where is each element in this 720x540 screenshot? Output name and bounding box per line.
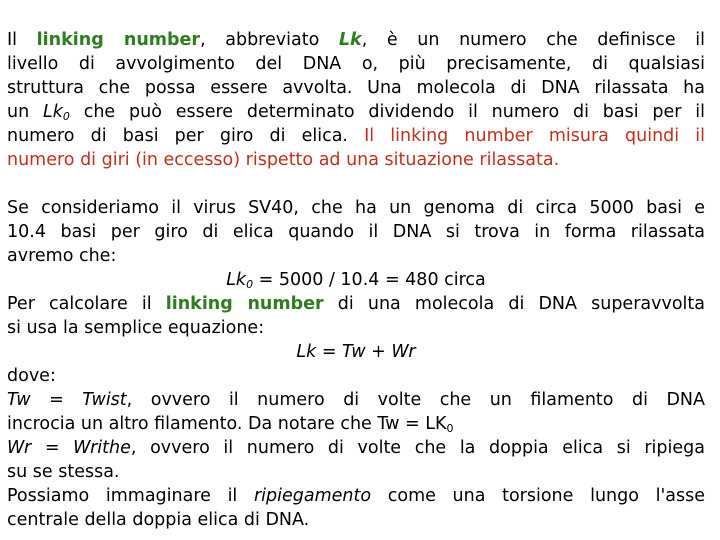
text-run: Il bbox=[7, 30, 37, 50]
term-lk0 bbox=[43, 102, 70, 122]
text-line bbox=[7, 124, 705, 148]
text-run: come una torsione lungo l'asse bbox=[371, 486, 705, 506]
text-line: su se stessa. bbox=[7, 462, 120, 482]
text-run: Per calcolare il bbox=[7, 294, 166, 314]
equation-lk: Lk = Tw + Wr bbox=[296, 342, 416, 362]
text-line: avremo che: bbox=[7, 246, 117, 266]
subscript: 0 bbox=[62, 110, 70, 123]
text-line: 10.4 basi per giro di elica quando il DNA si trova in forma rilassata bbox=[7, 222, 705, 242]
text-line bbox=[7, 100, 705, 124]
term-ripiegamento: ripiegamento bbox=[253, 486, 372, 506]
text-run: , è un numero che definisce il bbox=[361, 30, 706, 50]
text-line: livello di avvolgimento del DNA o, più precisamente, di qualsiasi bbox=[7, 54, 705, 74]
text-line bbox=[7, 292, 705, 316]
term-writhe: Wr = Writhe bbox=[7, 438, 131, 458]
term-twist: Tw = Twist bbox=[7, 390, 127, 410]
text-line bbox=[7, 388, 705, 412]
text-line bbox=[7, 484, 705, 508]
highlight-red-text: Il linking number misura quindi il bbox=[364, 126, 705, 146]
text-run: , ovvero il numero di volte che un filamento di DNA bbox=[126, 390, 705, 410]
text-line: struttura che possa essere avvolta. Una molecola di DNA rilassata ha bbox=[7, 78, 705, 98]
subscript: 0 bbox=[246, 278, 254, 291]
term-lk0-base: Lk bbox=[226, 270, 247, 290]
text-run: numero di basi per giro di elica. bbox=[7, 126, 365, 146]
equation-lk0 bbox=[7, 268, 705, 292]
paragraph-example bbox=[7, 196, 705, 532]
text-run: un bbox=[7, 102, 43, 122]
text-line bbox=[7, 28, 705, 52]
text-line bbox=[7, 412, 705, 436]
text-line bbox=[7, 436, 705, 460]
text-line: centrale della doppia elica di DNA. bbox=[7, 510, 310, 530]
text-line: si usa la semplice equazione: bbox=[7, 318, 265, 338]
text-run: che può essere determinato dividendo il numero di basi per il bbox=[69, 102, 706, 122]
term-linking-number: linking number bbox=[165, 294, 324, 314]
subscript: 0 bbox=[446, 422, 454, 435]
term-linking-number: linking number bbox=[36, 30, 201, 50]
term-lk: Lk bbox=[338, 30, 362, 50]
text-run: , ovvero il numero di volte che la doppia elica si ripiega bbox=[130, 438, 705, 458]
text-line: Se consideriamo il virus SV40, che ha un genoma di circa 5000 basi e bbox=[7, 198, 705, 218]
text-run: Possiamo immaginare il bbox=[7, 486, 254, 506]
equation-rest: = 5000 / 10.4 = 480 circa bbox=[253, 270, 486, 290]
text-line: dove: bbox=[7, 366, 56, 386]
term-lk0 bbox=[226, 270, 253, 290]
text-run: , abbreviato bbox=[200, 30, 339, 50]
text-run: incrocia un altro filamento. Da notare che Tw = LK bbox=[7, 414, 447, 434]
highlight-red-line: numero di giri (in eccesso) rispetto ad una situazione rilassata. bbox=[7, 150, 560, 170]
paragraph-definition bbox=[7, 28, 705, 172]
text-run: di una molecola di DNA superavvolta bbox=[323, 294, 705, 314]
term-lk0-base: Lk bbox=[43, 102, 63, 122]
